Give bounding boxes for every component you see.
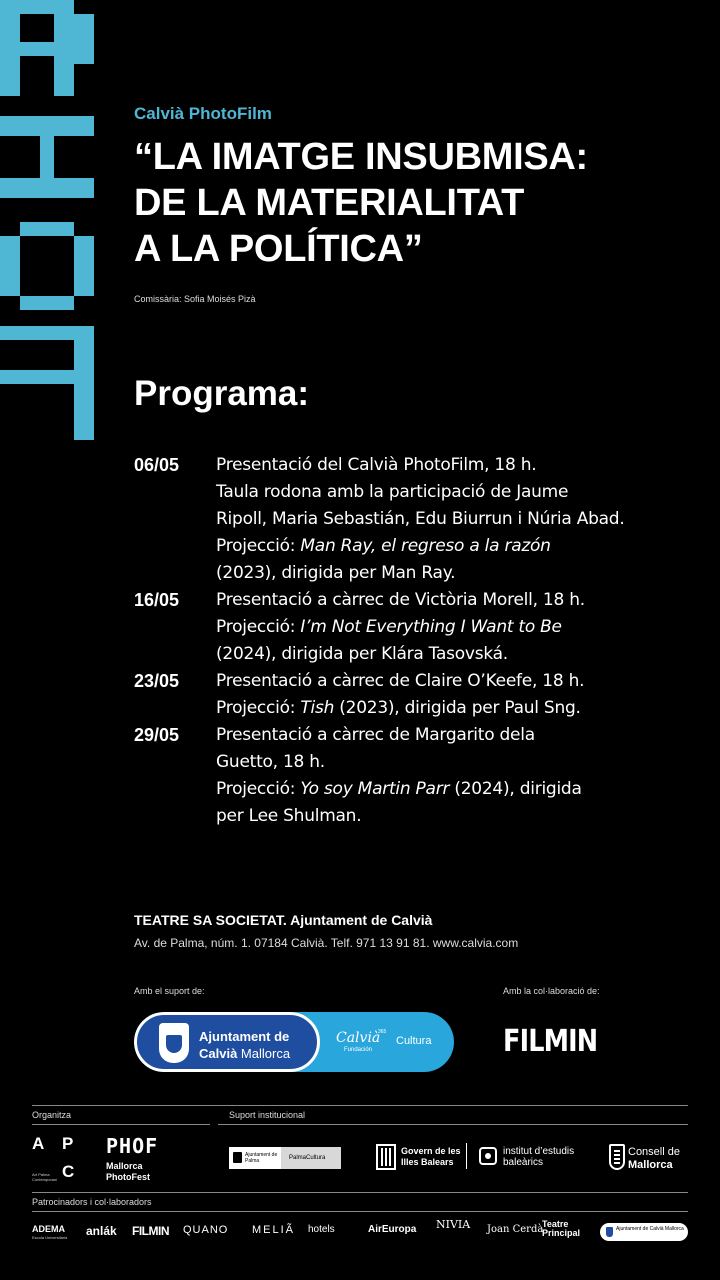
sponsor-nivia: NIVIA bbox=[436, 1218, 471, 1231]
coat-of-arms-icon bbox=[159, 1023, 189, 1063]
sponsor-teatre-principal: Teatre Principal bbox=[542, 1219, 581, 1238]
iee-logo: institut d’estudis baleàrics bbox=[503, 1146, 575, 1168]
fundacion-calvia-logo: Calvià bbox=[336, 1030, 381, 1046]
venue-address: Av. de Palma, núm. 1. 07184 Calvià. Telf. 971 13 91 81. www.calvia.com bbox=[134, 936, 519, 950]
event-date: 23/05 bbox=[134, 671, 180, 691]
sponsor-hotels: hotels bbox=[308, 1224, 335, 1235]
event-line: Presentació a càrrec de Margarito dela bbox=[216, 725, 535, 745]
sponsor-ajuntament-calvia: Ajuntament de Calvià Mallorca bbox=[600, 1223, 688, 1241]
event-line: Presentació a càrrec de Claire O’Keefe, 18 h. bbox=[216, 671, 585, 691]
sponsor-quano: QUANO bbox=[183, 1224, 229, 1236]
sponsor-melia: MELIÃ bbox=[252, 1224, 296, 1236]
program-heading: Programa: bbox=[134, 374, 310, 413]
patrocinadors-label: Patrocinadors i col·laboradors bbox=[32, 1197, 152, 1207]
phof-logo: PHOF bbox=[106, 1134, 159, 1158]
film-title: I’m Not Everything I Want to Be bbox=[300, 617, 562, 637]
event-date: 06/05 bbox=[134, 455, 180, 475]
sponsor-adema-sub: Escola Universitària bbox=[32, 1235, 68, 1240]
footer-divider bbox=[32, 1211, 688, 1212]
footer-divider bbox=[32, 1124, 210, 1125]
film-title: Yo soy Martin Parr bbox=[300, 779, 450, 799]
suport-institucional-label: Suport institucional bbox=[229, 1110, 306, 1120]
event-line: Ripoll, Maria Sebastián, Edu Biurrun i Núria Abad. bbox=[216, 509, 625, 529]
program-event bbox=[134, 668, 694, 722]
event-line: Guetto, 18 h. bbox=[216, 752, 325, 772]
consell-logo: Consell de Mallorca bbox=[628, 1146, 680, 1171]
projection-line: Projecció: Man Ray, el regreso a la razón bbox=[216, 536, 551, 556]
cultura-label: Cultura bbox=[396, 1035, 432, 1047]
phof-vertical-logo bbox=[0, 0, 94, 440]
event-line: Presentació del Calvià PhotoFilm, 18 h. bbox=[216, 455, 537, 475]
event-line: Presentació a càrrec de Victòria Morell, 18 h. bbox=[216, 590, 585, 610]
program-event bbox=[134, 587, 694, 668]
govern-crest-icon bbox=[376, 1144, 396, 1170]
ajuntament-calvia-logo: Ajuntament de Calvià Mallorca bbox=[134, 1012, 320, 1072]
program-event bbox=[134, 452, 694, 587]
phof-subtitle: Mallorca PhotoFest bbox=[106, 1161, 150, 1182]
collaboration-label: Amb la col·laboració de: bbox=[503, 986, 600, 996]
venue-name: TEATRE SA SOCIETAT. Ajuntament de Calvià bbox=[134, 912, 433, 928]
consell-crest-icon bbox=[609, 1144, 625, 1170]
palma-crest-icon bbox=[233, 1152, 242, 1163]
sponsor-joan-cerda: Joan Cerdà bbox=[487, 1224, 544, 1235]
footer-divider bbox=[32, 1105, 688, 1106]
exhibition-title bbox=[134, 134, 694, 272]
projection-line: Projecció: Tish (2023), dirigida per Paul Sng. bbox=[216, 698, 581, 718]
support-logos: Ajuntament de Calvià Mallorca Calvià 365 Fundación Cultura bbox=[134, 1012, 454, 1072]
projection-line: Projecció: Yo soy Martin Parr (2024), dirigida bbox=[216, 779, 582, 799]
sponsor-aireuropa: AirEuropa bbox=[368, 1224, 417, 1235]
filmin-logo: FILMIN bbox=[503, 1024, 598, 1059]
event-line: Taula rodona amb la participació de Jaume bbox=[216, 482, 569, 502]
sponsor-adema: ADEMA bbox=[32, 1224, 65, 1234]
support-label: Amb el suport de: bbox=[134, 986, 205, 996]
event-kicker: Calvià PhotoFilm bbox=[134, 104, 272, 123]
logo-separator bbox=[466, 1143, 467, 1169]
apc-logo: A P C Art Palma Contemporani bbox=[32, 1134, 75, 1182]
event-date: 29/05 bbox=[134, 725, 180, 745]
film-title: Man Ray, el regreso a la razón bbox=[300, 536, 551, 556]
program-event bbox=[134, 722, 694, 830]
title-line: “LA IMATGE INSUBMISA: bbox=[134, 136, 588, 178]
curator-credit: Comissària: Sofia Moisés Pizà bbox=[134, 294, 256, 304]
calvia-crest-icon bbox=[606, 1227, 613, 1237]
organitza-label: Organitza bbox=[32, 1110, 72, 1120]
sponsor-filmin: FILMIN bbox=[132, 1224, 169, 1238]
iee-icon bbox=[479, 1147, 497, 1165]
program-list bbox=[134, 452, 694, 830]
sponsor-anlak: anlák bbox=[86, 1224, 117, 1238]
film-title: Tish bbox=[300, 698, 335, 718]
title-line: DE LA MATERIALITAT bbox=[134, 182, 525, 224]
film-details: (2023), dirigida per Man Ray. bbox=[216, 563, 456, 583]
event-date: 16/05 bbox=[134, 590, 180, 610]
palma-logo: Ajuntament de Palma PalmaCultura bbox=[229, 1147, 341, 1169]
film-details: (2024), dirigida per Klára Tasovská. bbox=[216, 644, 508, 664]
footer-divider bbox=[218, 1124, 688, 1125]
footer-divider bbox=[32, 1192, 688, 1193]
title-line: A LA POLÍTICA” bbox=[134, 228, 423, 270]
projection-line: Projecció: I’m Not Everything I Want to Be bbox=[216, 617, 562, 637]
film-details: per Lee Shulman. bbox=[216, 806, 362, 826]
govern-logo: Govern de les Illes Balears bbox=[401, 1146, 461, 1167]
